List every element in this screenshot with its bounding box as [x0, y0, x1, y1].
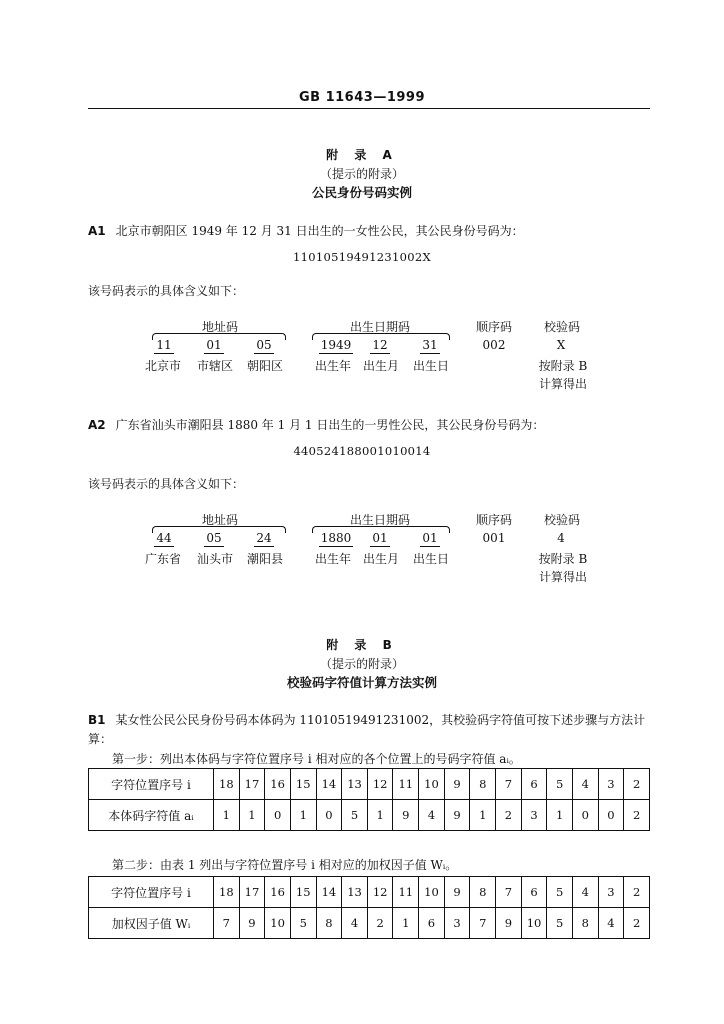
table-cell: 14 [316, 769, 342, 800]
table-cell: 10 [265, 908, 291, 939]
table-cell: 3 [598, 877, 624, 908]
table-cell: 9 [239, 908, 265, 939]
row-header: 加权因子值 Wᵢ [89, 908, 214, 939]
standard-header: GB 11643—1999 [298, 90, 425, 105]
table-cell: 10 [419, 769, 445, 800]
a2-birth-label: 出生日期码 [349, 513, 410, 527]
table-row [89, 769, 650, 800]
header-rule [88, 108, 650, 109]
a1-check-label: 校验码 [543, 320, 580, 334]
appendix-a-subtitle: （提示的附录） [319, 167, 404, 181]
a1-addr-city: 市辖区 [196, 359, 233, 373]
table-cell: 5 [547, 908, 573, 939]
table-cell: 3 [521, 800, 547, 831]
step2-text: 第二步：由表 1 列出与字符位置序号 i 相对应的加权因子值 Wᵢ。 [112, 858, 458, 872]
row-header: 字符位置序号 i [89, 877, 214, 908]
a2-birth-day: 出生日 [412, 552, 449, 566]
table-cell: 9 [444, 877, 470, 908]
a2-seq-label: 顺序码 [475, 513, 512, 527]
table-cell: 9 [444, 800, 470, 831]
appendix-a-title: 附 录 A [326, 148, 398, 162]
a1-seq-label: 顺序码 [475, 320, 512, 334]
table-cell: 0 [316, 800, 342, 831]
table-cell: 7 [496, 769, 522, 800]
table-cell: 10 [419, 877, 445, 908]
table-cell: 18 [214, 877, 240, 908]
b1-paragraph [88, 711, 645, 728]
a2-addr-city: 汕头市 [196, 552, 233, 566]
table-cell: 9 [393, 800, 419, 831]
a2-birth-month-code: 01 [372, 531, 388, 545]
table-weight-factors [88, 876, 650, 939]
a2-birth-month: 出生月 [362, 552, 399, 566]
table-cell: 17 [239, 877, 265, 908]
appendix-b-title: 附 录 B [326, 638, 398, 652]
b1-text-line2: 算： [88, 732, 113, 746]
table-cell: 13 [342, 877, 368, 908]
table-cell: 5 [547, 877, 573, 908]
table-cell: 8 [470, 769, 496, 800]
appendix-b-subtitle: （提示的附录） [319, 657, 404, 671]
table-cell: 2 [367, 908, 393, 939]
table-cell: 2 [496, 800, 522, 831]
table-cell: 1 [239, 800, 265, 831]
a2-addr-city-code: 05 [206, 531, 222, 545]
table-cell: 1 [367, 800, 393, 831]
table-cell: 1 [547, 800, 573, 831]
a2-check-note-1: 按附录 B [538, 552, 588, 566]
table-cell: 16 [265, 769, 291, 800]
table-row [89, 877, 650, 908]
table-cell: 11 [393, 877, 419, 908]
table-cell: 1 [214, 800, 240, 831]
a2-birth-year: 出生年 [314, 552, 351, 566]
table-cell: 10 [521, 908, 547, 939]
b1-number: B1 [88, 713, 106, 727]
table-cell: 3 [444, 908, 470, 939]
table-cell: 6 [419, 908, 445, 939]
table-cell: 8 [470, 877, 496, 908]
table-row [89, 908, 650, 939]
table-cell: 4 [572, 769, 598, 800]
table-cell: 0 [598, 800, 624, 831]
table-cell: 12 [367, 769, 393, 800]
a1-birth-month-code: 12 [372, 338, 388, 352]
table-cell: 13 [342, 769, 368, 800]
table-cell: 2 [624, 877, 650, 908]
table-cell: 8 [572, 908, 598, 939]
a1-addr-city-code: 01 [206, 338, 222, 352]
table-cell: 9 [444, 769, 470, 800]
a2-addr-province-code: 44 [156, 531, 172, 545]
row-header: 本体码字符值 aᵢ [89, 800, 214, 831]
a1-birth-day-code: 31 [422, 338, 438, 352]
row-header: 字符位置序号 i [89, 769, 214, 800]
table-cell: 4 [598, 908, 624, 939]
a2-text: 广东省汕头市潮阳县 1880 年 1 月 1 日出生的一男性公民，其公民身份号码为： [115, 418, 545, 432]
a2-paragraph [88, 416, 544, 433]
a1-check-note-2: 计算得出 [538, 377, 587, 391]
a1-seq-code: 002 [482, 338, 506, 352]
a1-id-code: 11010519491231002X [293, 250, 431, 264]
table-cell: 9 [496, 908, 522, 939]
table-cell: 4 [342, 908, 368, 939]
table-cell: 4 [419, 800, 445, 831]
a2-birth-day-code: 01 [422, 531, 438, 545]
appendix-b-heading: 校验码字符值计算方法实例 [286, 675, 437, 690]
table-cell: 17 [239, 769, 265, 800]
a2-seq-code: 001 [482, 531, 506, 545]
a1-addr-district-code: 05 [256, 338, 272, 352]
table-cell: 15 [290, 877, 316, 908]
a2-addr-province: 广东省 [144, 552, 181, 566]
table-cell: 5 [290, 908, 316, 939]
table-cell: 6 [521, 877, 547, 908]
a1-paragraph [88, 222, 524, 239]
table-char-values [88, 768, 650, 831]
table-cell: 11 [393, 769, 419, 800]
table-cell: 6 [521, 769, 547, 800]
table-cell: 3 [598, 769, 624, 800]
table-cell: 15 [290, 769, 316, 800]
table-cell: 5 [342, 800, 368, 831]
a2-check-code: 4 [557, 531, 565, 545]
table-cell: 14 [316, 877, 342, 908]
a2-address-label: 地址码 [201, 513, 238, 527]
table-cell: 2 [624, 800, 650, 831]
a1-number: A1 [88, 224, 106, 238]
table-cell: 16 [265, 877, 291, 908]
a1-birth-day: 出生日 [412, 359, 449, 373]
a2-check-note-2: 计算得出 [538, 570, 587, 584]
a2-check-label: 校验码 [543, 513, 580, 527]
a1-address-label: 地址码 [201, 320, 238, 334]
table-cell: 18 [214, 769, 240, 800]
a1-addr-province: 北京市 [144, 359, 181, 373]
table-cell: 7 [214, 908, 240, 939]
table-cell: 7 [470, 908, 496, 939]
table-cell: 1 [470, 800, 496, 831]
table-cell: 7 [496, 877, 522, 908]
appendix-a-heading: 公民身份号码实例 [311, 185, 412, 200]
a1-meaning-intro: 该号码表示的具体含义如下： [88, 284, 245, 298]
table-cell: 0 [572, 800, 598, 831]
table-cell: 1 [393, 908, 419, 939]
table-row [89, 800, 650, 831]
a2-number: A2 [88, 418, 106, 432]
table-cell: 8 [316, 908, 342, 939]
a1-addr-province-code: 11 [156, 338, 172, 352]
a1-check-note-1: 按附录 B [538, 359, 588, 373]
a2-id-code: 440524188001010014 [293, 444, 431, 458]
a2-addr-district: 潮阳县 [246, 552, 283, 566]
a2-meaning-intro: 该号码表示的具体含义如下： [88, 477, 245, 491]
table-cell: 2 [624, 908, 650, 939]
table-cell: 5 [547, 769, 573, 800]
a2-addr-district-code: 24 [256, 531, 272, 545]
a1-birth-month: 出生月 [362, 359, 399, 373]
table-cell: 2 [624, 769, 650, 800]
a1-addr-district: 朝阳区 [246, 359, 283, 373]
a1-text: 北京市朝阳区 1949 年 12 月 31 日出生的一女性公民，其公民身份号码为： [115, 224, 524, 238]
a1-check-code: X [556, 338, 566, 352]
b1-text-line1: 某女性公民公民身份号码本体码为 11010519491231002，其校验码字符值可按下述步骤与方法计 [115, 713, 646, 727]
a1-birth-year: 出生年 [314, 359, 351, 373]
table-cell: 4 [572, 877, 598, 908]
a2-birth-year-code: 1880 [320, 531, 352, 545]
table-cell: 12 [367, 877, 393, 908]
a1-birth-label: 出生日期码 [349, 320, 410, 334]
a1-birth-year-code: 1949 [320, 338, 352, 352]
table-cell: 0 [265, 800, 291, 831]
table-cell: 1 [290, 800, 316, 831]
step1-text: 第一步：列出本体码与字符位置序号 i 相对应的各个位置上的号码字符值 aᵢ。 [112, 752, 521, 766]
